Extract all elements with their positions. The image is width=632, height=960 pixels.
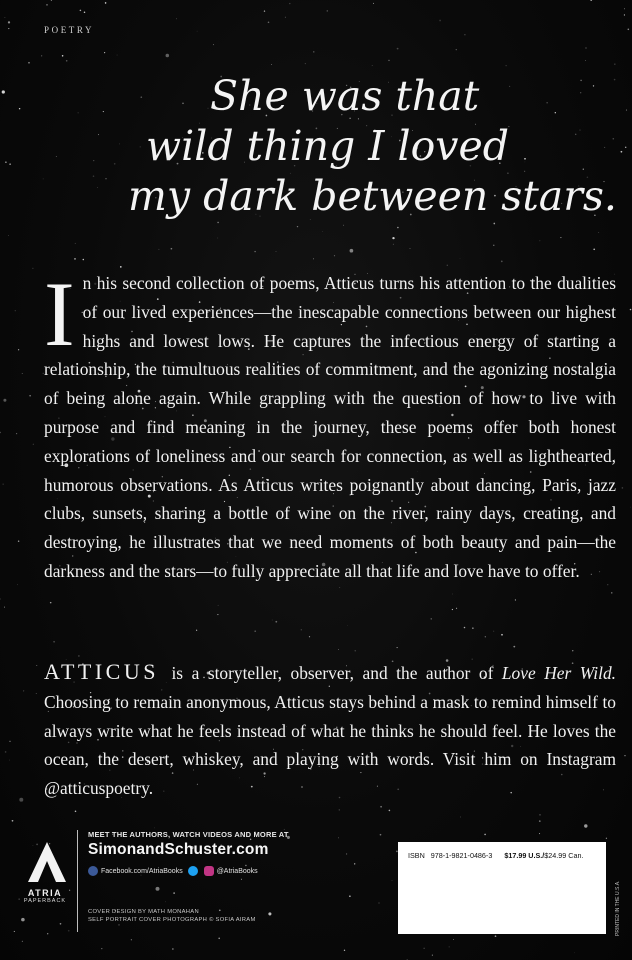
publisher-website[interactable]: SimonandSchuster.com [88,841,269,858]
price-can: $24.99 Can. [544,851,584,860]
bio-text-body: Choosing to remain anonymous, Atticus stays behind a mask to remind himself to always write what he feels instead of what he thinks he should feel. He loves the ocean, the desert, whiskey, and playing with words. Visit him on Instagram @atticuspoetry. [44,691,616,799]
printed-in-label [612,838,622,938]
author-name: ATTICUS [44,659,159,684]
bio-text-intro: is a storyteller, observer, and the author of [162,663,502,683]
barcode-box [398,842,606,934]
quote-line-1: She was that [210,78,480,120]
publisher-info [88,830,348,876]
author-bio [44,658,616,803]
logo-subtitle: PAPERBACK [23,898,67,904]
facebook-link[interactable]: Facebook.com/AtriaBooks [101,867,183,875]
description-text: n his second collection of poems, Atticus turns his attention to the dualities of our lived experiences—the inescapable connections between our highest highs and lowest lows. He captures the infectious energy of starting a relationship, the tumultuous realities of commitment, and the agonizing nostalgia of being alone again. While grappling with the question of how to live with purpose and find meaning in the journey, these poems offer both honest explorations of loneliness and our search for connection, as well as lighthearted, humorous observations. As Atticus writes poignantly about dancing, Paris, jazz clubs, sunsets, sharing a bottle of wine on the river, rainy days, creating, and destroying, he illustrates that we need moments of both beauty and pain—the darkness and the stars—to fully appreciate all that life and love have to offer. [44,273,616,581]
design-credit: COVER DESIGN BY MATH MONAHAN [88,909,199,915]
isbn-row [408,851,583,860]
genre-label: POETRY [44,25,95,35]
quote-line-3: my dark between stars. [128,172,617,220]
printed-in-text: PRINTED IN THE U.S.A. [615,880,621,936]
cover-credits [88,908,256,924]
photo-credit: SELF PORTRAIT COVER PHOTOGRAPH © SOFIA AIRAM [88,917,256,923]
price-us: $17.99 U.S./ [504,851,545,860]
twitter-icon [188,866,198,876]
book-description [44,263,616,586]
isbn-label: ISBN [408,851,425,860]
social-links [88,866,348,876]
instagram-icon [204,866,214,876]
isbn-number: 978-1-9821-0486-3 [430,851,493,860]
quote-line-2: wild thing I loved [146,122,509,170]
atria-logo-icon [22,836,72,886]
drop-cap: I [44,263,75,365]
previous-book-title: Love Her Wild. [501,663,616,683]
facebook-icon [88,866,98,876]
publisher-logo [22,836,72,918]
publisher-tagline: MEET THE AUTHORS, WATCH VIDEOS AND MORE AT [88,830,289,839]
logo-wordmark: ATRIA [27,888,63,898]
pull-quote [0,78,632,228]
divider-line [77,830,78,932]
social-handle[interactable]: @AtriaBooks [216,867,258,875]
